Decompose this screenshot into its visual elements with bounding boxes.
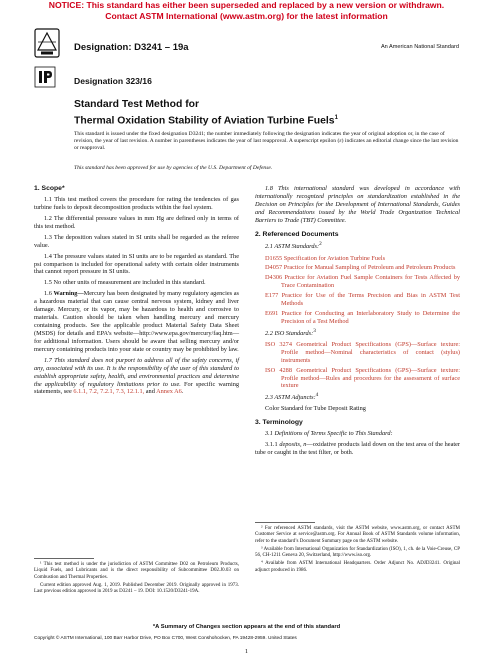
- notice-line-1: NOTICE: This standard has either been superseded and replaced by a new version or withdrawn.: [48, 0, 445, 10]
- para-1-6: 1.6 Warning—Mercury has been designated by many regulatory agencies as a hazardous material that can cause central nervous system, kidney and liver damage. Mercury, or its vapor, may be hazardous to health and corrosive to materials. Caution should be taken when handling mercury and mercury containing products. See the applicable product Material Safety Data Sheet (MSDS) for details and EPA’s website—http://www.epa.gov/mercury/faq.htm—for additional information. Users should be aware that selling mercury and/or mercury containing products into your state or country may be prohibited by law.: [34, 290, 239, 353]
- ref-code-link[interactable]: D1655: [265, 254, 283, 262]
- ref-item: D1655 Specification for Aviation Turbine Fuels: [265, 254, 386, 262]
- para-1-3: 1.3 The deposition values stated in SI units shall be regarded as the referee value.: [34, 233, 239, 249]
- ref-item: ISO 3274 Geometrical Product Specifications (GPS)—Surface texture: Profile method—Nominal characteristics of contact (stylus) instruments: [265, 340, 460, 364]
- footnote-4: ⁴ Available from ASTM International Headquarters. Order Adjunct No. ADJD3241. Original adjunct produced in 1986.: [255, 561, 460, 573]
- para-1-1: 1.1 This test method covers the procedure for rating the tendencies of gas turbine fuels to deposit decomposition products within the fuel system.: [34, 195, 239, 211]
- issued-note: This standard is issued under the fixed designation D3241; the number immediately following the designation indicates the year of original adoption or, in the case of revision, the year of last revision. A number in parentheses indicates the year of last reapproval. A superscript epsilon (ε) indicates an editorial change since the last revision or reapproval.: [74, 131, 459, 152]
- warning-links[interactable]: 6.1.1, 7.2, 7.2.1, 7.3, 12.1.1,: [73, 388, 145, 396]
- designation-ip: Designation 323/16: [74, 76, 152, 86]
- ref-item: D4057 Practice for Manual Sampling of Petroleum and Petroleum Products: [265, 264, 456, 272]
- ref-item: D4306 Practice for Aviation Fuel Sample Containers for Tests Affected by Trace Contamination: [265, 274, 461, 290]
- designation: Designation: D3241 – 19a: [74, 42, 189, 53]
- document-title: [74, 99, 434, 127]
- para-1-5: 1.5 No other units of measurement are included in this standard.: [44, 279, 206, 287]
- title-line-2: Thermal Oxidation Stability of Aviation Turbine Fuels$^1$: [74, 114, 338, 126]
- right-column: [255, 185, 460, 460]
- iso-standards-label: 2.2 ISO Standards:$^3$: [265, 327, 316, 337]
- footnotes-right: [255, 526, 460, 576]
- copyright-line: Copyright © ASTM International, 100 Barr Harbor Drive, PO Box C700, West Conshohocken, PA 19428-2959. United States: [34, 636, 297, 641]
- footnote-rule-left: [34, 558, 94, 559]
- dod-note: This standard has been approved for use by agencies of the U.S. Department of Defense.: [74, 165, 273, 171]
- ansi-note: An American National Standard: [380, 44, 459, 50]
- footnotes-left: [34, 562, 239, 597]
- notice-banner: [0, 0, 493, 21]
- section-heading-scope: 1. Scope*: [34, 185, 65, 192]
- para-1-8: 1.8 This international standard was developed in accordance with internationally recognized principles on standardization established in the Decision on Principles for the Development of International Standards, Guides and Recommendations issued by the World Trade Organization Technical Barriers to Trade (TBT) Committee.: [255, 185, 460, 224]
- para-1-7: 1.7 This standard does not purport to address all of the safety concerns, if any, associated with its use. It is the responsibility of the user of this standard to establish appropriate safety, health, and environmental practices and determine the applicability of regulatory limitations prior to use. For specific warning statements, see 6.1.1, 7.2, 7.2.1, 7.3, 12.1.1, and Annex A6.: [34, 356, 240, 396]
- footnote-1b: Current edition approved Aug. 1, 2019. Published December 2019. Originally approved in 1973. Last previous edition approved in 2019 as D3241 – 19. DOI: 10.1520/D3241-19A.: [34, 582, 239, 595]
- title-footnote-mark: 1: [334, 114, 338, 121]
- para-3-1: 3.1 Definitions of Terms Specific to This Standard:: [265, 430, 393, 438]
- ref-item: E177 Practice for Use of the Terms Precision and Bias in ASTM Test Methods: [265, 292, 460, 308]
- warning-label: Warning—: [53, 290, 84, 298]
- left-column: [34, 185, 239, 399]
- para-1-4: 1.4 The pressure values stated in SI units are to be regarded as standard. The psi comparison is included for operational safety with certain older instruments that cannot report pressure in SI units.: [34, 252, 239, 276]
- astm-logo: [34, 28, 60, 58]
- para-1-2: 1.2 The differential pressure values in mm Hg are defined only in terms of this test method.: [34, 214, 239, 230]
- astm-standards-label: 2.1 ASTM Standards:$^2$: [265, 241, 322, 251]
- footnote-3: ³ Available from International Organization for Standardization (ISO), 1, ch. de la Voie-Creuse, CP 56, CH-1211 Geneva 20, Switzerland, http://www.iso.org.: [255, 546, 460, 559]
- annex-link[interactable]: Annex A6: [156, 388, 182, 396]
- para-3-1-1: 3.1.1 deposits, n—oxidative products laid down on the test area of the heater tube or caught in the test filter, or both.: [255, 441, 461, 457]
- title-line-1: Standard Test Method for: [74, 99, 200, 110]
- ref-code-link[interactable]: ISO 4288: [265, 366, 292, 374]
- ip-logo: [34, 66, 56, 88]
- ref-item: ISO 4288 Geometrical Product Specifications (GPS)—Surface texture: Profile method—Rules and procedures for the assessment of surface texture: [265, 366, 460, 390]
- adjunct-item: Color Standard for Tube Deposit Rating: [265, 405, 366, 413]
- ref-item: E691 Practice for Conducting an Interlaboratory Study to Determine the Precision of a Test Method: [265, 309, 460, 325]
- notice-line-2: Contact ASTM International (www.astm.org) for the latest information: [105, 10, 388, 21]
- summary-of-changes-note: *A Summary of Changes section appears at the end of this standard: [152, 624, 341, 630]
- footnote-2: ² For referenced ASTM standards, visit the ASTM website, www.astm.org, or contact ASTM Customer Service at service@astm.org. For Annual Book of ASTM Standards volume information, refer to the standard’s Document Summary page on the ASTM website.: [255, 526, 460, 544]
- ref-code-link[interactable]: ISO 3274: [265, 340, 292, 348]
- adjuncts-label: 2.3 ASTM Adjuncts:$^4$: [265, 392, 319, 402]
- section-heading-terminology: 3. Terminology: [255, 419, 303, 427]
- section-heading-refs: 2. Referenced Documents: [255, 230, 339, 238]
- footnote-rule-right: [255, 522, 315, 523]
- page-number: 1: [244, 648, 249, 655]
- ref-code-link[interactable]: D4057: [265, 264, 283, 272]
- ref-code-link[interactable]: E177: [265, 292, 279, 300]
- ref-code-link[interactable]: E691: [265, 309, 279, 317]
- footnote-1: ¹ This test method is under the jurisdiction of ASTM Committee D02 on Petroleum Products, Liquid Fuels, and Lubricants and is the direct responsibility of Subcommittee D02.J0.03 on Combustion and Thermal Properties.: [34, 562, 239, 580]
- ref-code-link[interactable]: D4306: [265, 274, 283, 282]
